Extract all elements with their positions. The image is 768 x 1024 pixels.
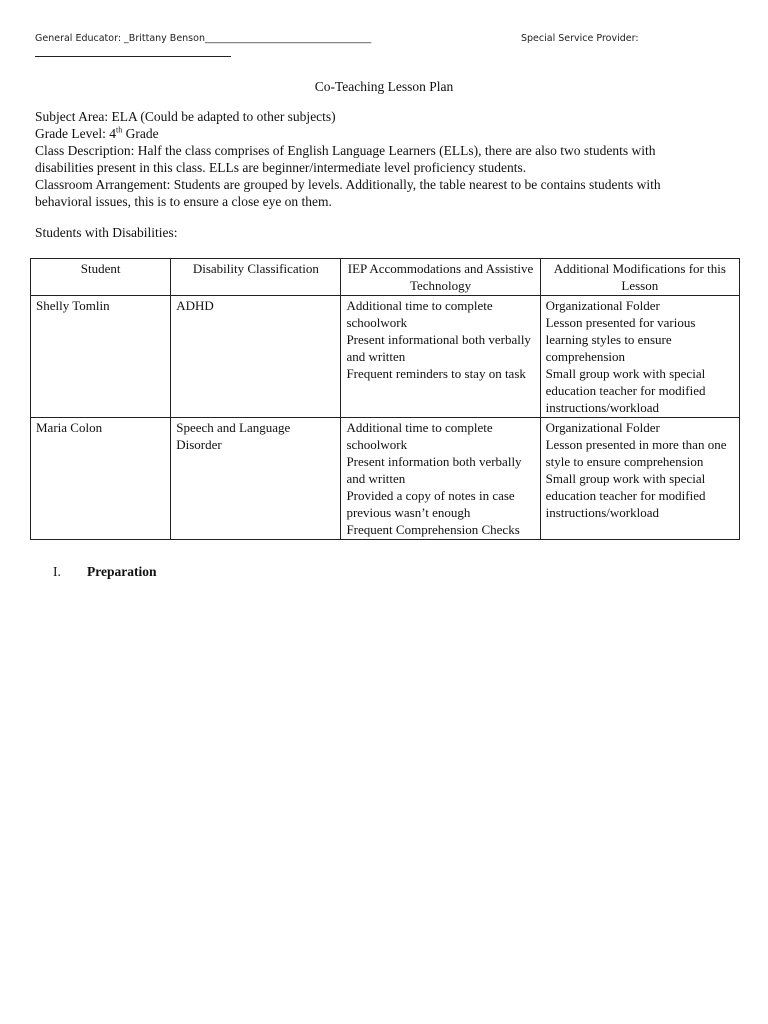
grade-level-suffix: Grade (122, 126, 159, 141)
modification-item: Small group work with special education teacher for modified instructions/workload (545, 471, 706, 520)
modification-item: Organizational Folder (545, 420, 660, 435)
iep-item: Additional time to complete schoolwork (346, 298, 493, 330)
classroom-arrangement-line-1: Classroom Arrangement: Students are grouped by levels. Additionally, the table nearest to be contains students with (35, 177, 661, 192)
subject-area: Subject Area: ELA (Could be adapted to other subjects) (35, 109, 336, 124)
students-with-disabilities-label: Students with Disabilities: (35, 225, 178, 240)
cell-disability: ADHD (171, 296, 341, 418)
cell-modifications (540, 296, 739, 418)
header-disability: Disability Classification (171, 259, 341, 296)
grade-level-ordinal: th (115, 125, 123, 135)
cell-student: Maria Colon (31, 418, 171, 540)
cell-iep (341, 296, 540, 418)
cell-student: Shelly Tomlin (31, 296, 171, 418)
classroom-arrangement-line-2: behavioral issues, this is to ensure a close eye on them. (35, 194, 332, 209)
special-service-provider-field: Special Service Provider: (521, 33, 639, 44)
general-educator-field: General Educator: _Brittany Benson___________________________________ (35, 33, 372, 44)
table-header-row (31, 259, 740, 296)
iep-item: Frequent Comprehension Checks (346, 522, 520, 537)
section-label: Preparation (87, 564, 157, 579)
header-student: Student (31, 259, 171, 296)
iep-item: Present informational both verbally and written (346, 332, 531, 364)
header-modifications: Additional Modifications for this Lesson (540, 259, 739, 296)
document-title: Co-Teaching Lesson Plan (314, 79, 454, 94)
cell-modifications (540, 418, 739, 540)
section-preparation (53, 564, 157, 580)
modification-item: Lesson presented in more than one style to ensure comprehension (545, 437, 727, 469)
grade-level (35, 125, 735, 142)
section-number: I. (53, 564, 61, 579)
modification-item: Small group work with special education teacher for modified instructions/workload (545, 366, 706, 415)
modification-item: Lesson presented for various learning styles to ensure comprehension (545, 315, 696, 364)
class-description-line-1: Class Description: Half the class comprises of English Language Learners (ELLs), there are also two students with (35, 143, 656, 158)
class-description-line-2: disabilities present in this class. ELLs are beginner/intermediate level proficiency students. (35, 160, 527, 175)
modification-item: Organizational Folder (545, 298, 660, 313)
signature-line (35, 56, 231, 57)
iep-item: Present information both verbally and written (346, 454, 522, 486)
grade-level-prefix: Grade Level: 4 (35, 126, 116, 141)
cell-disability: Speech and Language Disorder (171, 418, 341, 540)
table-row (31, 296, 740, 418)
header-iep: IEP Accommodations and Assistive Technology (341, 259, 540, 296)
lesson-info (35, 108, 735, 210)
cell-iep (341, 418, 540, 540)
iep-item: Additional time to complete schoolwork (346, 420, 493, 452)
table-row (31, 418, 740, 540)
iep-item: Provided a copy of notes in case previous wasn’t enough (346, 488, 515, 520)
students-with-disabilities-table (30, 258, 740, 540)
iep-item: Frequent reminders to stay on task (346, 366, 526, 381)
